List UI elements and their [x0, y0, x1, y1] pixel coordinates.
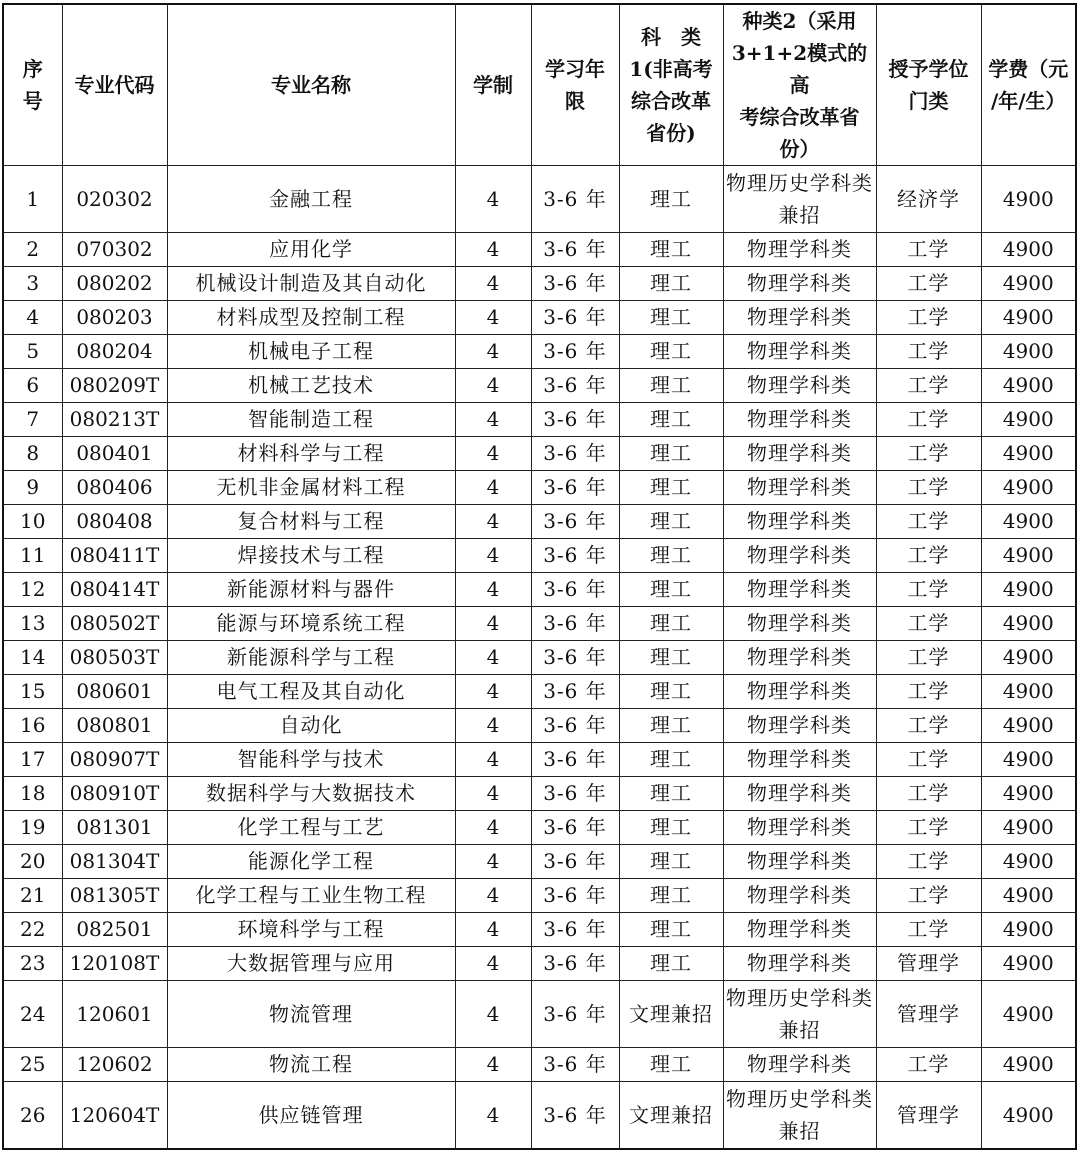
cell-index: 21 [3, 879, 62, 913]
cell-index: 8 [3, 437, 62, 471]
cell-tuition: 4900 [981, 403, 1076, 437]
cell-code: 080910T [62, 777, 167, 811]
cell-duration: 4 [455, 913, 531, 947]
cell-index: 17 [3, 743, 62, 777]
cell-category-1: 理工 [619, 811, 723, 845]
cell-code: 080801 [62, 709, 167, 743]
cell-code: 120604T [62, 1082, 167, 1150]
cell-duration: 4 [455, 369, 531, 403]
cell-study-years: 3-6 年 [531, 947, 619, 981]
cell-index: 24 [3, 981, 62, 1048]
cell-category-2: 物理学科类 [723, 607, 876, 641]
cell-category-2: 物理学科类 [723, 709, 876, 743]
cell-index: 22 [3, 913, 62, 947]
cell-category-1: 理工 [619, 1048, 723, 1082]
cell-category-1: 理工 [619, 471, 723, 505]
cell-name: 机械设计制造及其自动化 [167, 267, 455, 301]
cell-study-years: 3-6 年 [531, 369, 619, 403]
cell-study-years: 3-6 年 [531, 641, 619, 675]
cell-duration: 4 [455, 335, 531, 369]
cell-category-1: 理工 [619, 166, 723, 233]
header-code: 专业代码 [62, 4, 167, 166]
cell-category-1: 理工 [619, 879, 723, 913]
cell-degree: 工学 [876, 913, 981, 947]
cell-degree: 工学 [876, 539, 981, 573]
table-row [3, 1082, 1076, 1150]
cell-name: 数据科学与大数据技术 [167, 777, 455, 811]
cell-duration: 4 [455, 539, 531, 573]
cell-category-2: 物理学科类 [723, 335, 876, 369]
cell-name: 新能源科学与工程 [167, 641, 455, 675]
cell-name: 大数据管理与应用 [167, 947, 455, 981]
table-row [3, 166, 1076, 233]
cell-category-1: 理工 [619, 505, 723, 539]
cell-tuition: 4900 [981, 641, 1076, 675]
cell-name: 金融工程 [167, 166, 455, 233]
cell-code: 081305T [62, 879, 167, 913]
cell-category-2: 物理学科类 [723, 913, 876, 947]
cell-study-years: 3-6 年 [531, 709, 619, 743]
cell-code: 080907T [62, 743, 167, 777]
table-row [3, 233, 1076, 267]
cell-category-2: 物理学科类 [723, 471, 876, 505]
cell-duration: 4 [455, 166, 531, 233]
cell-index: 7 [3, 403, 62, 437]
cell-category-2: 物理学科类 [723, 301, 876, 335]
table-row [3, 947, 1076, 981]
cell-code: 080503T [62, 641, 167, 675]
cell-index: 11 [3, 539, 62, 573]
cell-study-years: 3-6 年 [531, 437, 619, 471]
cell-code: 020302 [62, 166, 167, 233]
cell-name: 智能科学与技术 [167, 743, 455, 777]
header-name: 专业名称 [167, 4, 455, 166]
cell-name: 复合材料与工程 [167, 505, 455, 539]
cell-category-2: 物理学科类 [723, 1048, 876, 1082]
cell-category-1: 理工 [619, 403, 723, 437]
cell-category-1: 理工 [619, 539, 723, 573]
cell-study-years: 3-6 年 [531, 233, 619, 267]
cell-name: 自动化 [167, 709, 455, 743]
cell-category-2: 物理学科类 [723, 879, 876, 913]
cell-name: 环境科学与工程 [167, 913, 455, 947]
table-row [3, 369, 1076, 403]
cell-tuition: 4900 [981, 913, 1076, 947]
cell-name: 能源与环境系统工程 [167, 607, 455, 641]
cell-tuition: 4900 [981, 947, 1076, 981]
cell-name: 电气工程及其自动化 [167, 675, 455, 709]
table-row [3, 471, 1076, 505]
cell-degree: 工学 [876, 301, 981, 335]
cell-code: 082501 [62, 913, 167, 947]
cell-category-1: 理工 [619, 743, 723, 777]
cell-study-years: 3-6 年 [531, 267, 619, 301]
cell-degree: 工学 [876, 709, 981, 743]
cell-category-2: 物理学科类 [723, 675, 876, 709]
cell-study-years: 3-6 年 [531, 403, 619, 437]
cell-degree: 工学 [876, 607, 981, 641]
cell-study-years: 3-6 年 [531, 811, 619, 845]
cell-category-2: 物理历史学科类兼招 [723, 981, 876, 1048]
cell-name: 化学工程与工业生物工程 [167, 879, 455, 913]
cell-study-years: 3-6 年 [531, 777, 619, 811]
cell-study-years: 3-6 年 [531, 539, 619, 573]
cell-category-1: 理工 [619, 267, 723, 301]
cell-tuition: 4900 [981, 437, 1076, 471]
cell-category-2: 物理历史学科类兼招 [723, 1082, 876, 1150]
cell-code: 080414T [62, 573, 167, 607]
cell-degree: 工学 [876, 573, 981, 607]
cell-code: 080202 [62, 267, 167, 301]
cell-name: 材料科学与工程 [167, 437, 455, 471]
cell-name: 供应链管理 [167, 1082, 455, 1150]
cell-duration: 4 [455, 607, 531, 641]
cell-study-years: 3-6 年 [531, 675, 619, 709]
cell-code: 080411T [62, 539, 167, 573]
cell-category-1: 理工 [619, 845, 723, 879]
cell-tuition: 4900 [981, 369, 1076, 403]
cell-index: 13 [3, 607, 62, 641]
table-row [3, 573, 1076, 607]
cell-category-1: 理工 [619, 675, 723, 709]
cell-index: 20 [3, 845, 62, 879]
cell-category-1: 理工 [619, 335, 723, 369]
cell-duration: 4 [455, 1082, 531, 1150]
cell-category-1: 理工 [619, 437, 723, 471]
cell-category-2: 物理学科类 [723, 777, 876, 811]
table-row [3, 301, 1076, 335]
cell-duration: 4 [455, 505, 531, 539]
table-row [3, 335, 1076, 369]
cell-code: 120108T [62, 947, 167, 981]
cell-duration: 4 [455, 743, 531, 777]
header-duration: 学制 [455, 4, 531, 166]
cell-degree: 工学 [876, 811, 981, 845]
cell-duration: 4 [455, 879, 531, 913]
cell-category-2: 物理学科类 [723, 505, 876, 539]
table-body [3, 166, 1076, 1150]
cell-tuition: 4900 [981, 743, 1076, 777]
cell-category-1: 理工 [619, 607, 723, 641]
cell-code: 080209T [62, 369, 167, 403]
cell-index: 25 [3, 1048, 62, 1082]
cell-degree: 工学 [876, 471, 981, 505]
cell-tuition: 4900 [981, 573, 1076, 607]
table-row [3, 641, 1076, 675]
cell-category-2: 物理学科类 [723, 369, 876, 403]
cell-code: 080204 [62, 335, 167, 369]
cell-category-1: 理工 [619, 641, 723, 675]
cell-tuition: 4900 [981, 335, 1076, 369]
cell-index: 4 [3, 301, 62, 335]
cell-index: 23 [3, 947, 62, 981]
cell-degree: 工学 [876, 505, 981, 539]
cell-code: 081304T [62, 845, 167, 879]
cell-duration: 4 [455, 403, 531, 437]
cell-name: 智能制造工程 [167, 403, 455, 437]
cell-duration: 4 [455, 641, 531, 675]
cell-name: 新能源材料与器件 [167, 573, 455, 607]
cell-tuition: 4900 [981, 845, 1076, 879]
cell-index: 9 [3, 471, 62, 505]
cell-category-2: 物理历史学科类兼招 [723, 166, 876, 233]
cell-name: 材料成型及控制工程 [167, 301, 455, 335]
header-index: 序 号 [3, 4, 62, 166]
cell-category-1: 文理兼招 [619, 1082, 723, 1150]
program-table [2, 3, 1077, 1150]
header-category-2: 种类2（采用 3+1+2模式的高 考综合改革省 份） [723, 4, 876, 166]
header-category-1: 科 类 1(非高考 综合改革 省份) [619, 4, 723, 166]
cell-degree: 工学 [876, 675, 981, 709]
table-row [3, 777, 1076, 811]
cell-category-1: 理工 [619, 913, 723, 947]
cell-study-years: 3-6 年 [531, 879, 619, 913]
cell-category-2: 物理学科类 [723, 811, 876, 845]
cell-duration: 4 [455, 437, 531, 471]
cell-study-years: 3-6 年 [531, 981, 619, 1048]
table-row [3, 607, 1076, 641]
cell-index: 19 [3, 811, 62, 845]
cell-name: 焊接技术与工程 [167, 539, 455, 573]
cell-index: 18 [3, 777, 62, 811]
cell-code: 080203 [62, 301, 167, 335]
cell-index: 1 [3, 166, 62, 233]
cell-study-years: 3-6 年 [531, 166, 619, 233]
cell-duration: 4 [455, 709, 531, 743]
cell-category-1: 理工 [619, 301, 723, 335]
cell-study-years: 3-6 年 [531, 607, 619, 641]
cell-study-years: 3-6 年 [531, 335, 619, 369]
cell-degree: 工学 [876, 777, 981, 811]
cell-degree: 工学 [876, 369, 981, 403]
table-row [3, 981, 1076, 1048]
cell-tuition: 4900 [981, 675, 1076, 709]
cell-code: 080406 [62, 471, 167, 505]
cell-degree: 工学 [876, 845, 981, 879]
cell-name: 物流工程 [167, 1048, 455, 1082]
cell-code: 080213T [62, 403, 167, 437]
cell-duration: 4 [455, 471, 531, 505]
cell-tuition: 4900 [981, 505, 1076, 539]
cell-duration: 4 [455, 947, 531, 981]
cell-name: 应用化学 [167, 233, 455, 267]
header-study-years: 学习年 限 [531, 4, 619, 166]
cell-index: 3 [3, 267, 62, 301]
cell-degree: 工学 [876, 1048, 981, 1082]
cell-category-1: 理工 [619, 709, 723, 743]
cell-category-1: 文理兼招 [619, 981, 723, 1048]
cell-tuition: 4900 [981, 233, 1076, 267]
table-row [3, 845, 1076, 879]
cell-study-years: 3-6 年 [531, 505, 619, 539]
cell-index: 6 [3, 369, 62, 403]
cell-study-years: 3-6 年 [531, 913, 619, 947]
cell-duration: 4 [455, 675, 531, 709]
table-row [3, 709, 1076, 743]
cell-duration: 4 [455, 1048, 531, 1082]
cell-name: 化学工程与工艺 [167, 811, 455, 845]
cell-study-years: 3-6 年 [531, 845, 619, 879]
cell-study-years: 3-6 年 [531, 573, 619, 607]
table-row [3, 539, 1076, 573]
cell-tuition: 4900 [981, 267, 1076, 301]
cell-tuition: 4900 [981, 539, 1076, 573]
cell-name: 能源化学工程 [167, 845, 455, 879]
cell-study-years: 3-6 年 [531, 301, 619, 335]
cell-degree: 工学 [876, 437, 981, 471]
table-row [3, 879, 1076, 913]
cell-category-2: 物理学科类 [723, 641, 876, 675]
cell-study-years: 3-6 年 [531, 1048, 619, 1082]
cell-category-1: 理工 [619, 947, 723, 981]
cell-index: 10 [3, 505, 62, 539]
cell-name: 物流管理 [167, 981, 455, 1048]
table-row [3, 403, 1076, 437]
cell-category-2: 物理学科类 [723, 403, 876, 437]
cell-duration: 4 [455, 267, 531, 301]
cell-tuition: 4900 [981, 811, 1076, 845]
cell-tuition: 4900 [981, 879, 1076, 913]
cell-tuition: 4900 [981, 709, 1076, 743]
cell-category-2: 物理学科类 [723, 233, 876, 267]
cell-index: 2 [3, 233, 62, 267]
cell-code: 080601 [62, 675, 167, 709]
program-table-container [2, 3, 1077, 1150]
cell-tuition: 4900 [981, 607, 1076, 641]
cell-category-1: 理工 [619, 573, 723, 607]
cell-duration: 4 [455, 777, 531, 811]
cell-code: 080502T [62, 607, 167, 641]
table-row [3, 743, 1076, 777]
cell-tuition: 4900 [981, 777, 1076, 811]
cell-name: 机械工艺技术 [167, 369, 455, 403]
cell-code: 081301 [62, 811, 167, 845]
cell-index: 26 [3, 1082, 62, 1150]
cell-index: 16 [3, 709, 62, 743]
cell-degree: 工学 [876, 335, 981, 369]
cell-category-2: 物理学科类 [723, 539, 876, 573]
cell-code: 080401 [62, 437, 167, 471]
cell-code: 120601 [62, 981, 167, 1048]
cell-category-2: 物理学科类 [723, 437, 876, 471]
table-row [3, 1048, 1076, 1082]
cell-category-1: 理工 [619, 777, 723, 811]
cell-study-years: 3-6 年 [531, 471, 619, 505]
cell-degree: 管理学 [876, 981, 981, 1048]
table-header [3, 4, 1076, 166]
cell-code: 080408 [62, 505, 167, 539]
cell-category-2: 物理学科类 [723, 573, 876, 607]
cell-degree: 工学 [876, 267, 981, 301]
cell-tuition: 4900 [981, 166, 1076, 233]
cell-category-1: 理工 [619, 233, 723, 267]
cell-name: 机械电子工程 [167, 335, 455, 369]
cell-degree: 工学 [876, 641, 981, 675]
cell-index: 5 [3, 335, 62, 369]
cell-degree: 工学 [876, 233, 981, 267]
cell-index: 15 [3, 675, 62, 709]
cell-degree: 工学 [876, 879, 981, 913]
table-row [3, 811, 1076, 845]
cell-index: 12 [3, 573, 62, 607]
cell-degree: 管理学 [876, 947, 981, 981]
cell-duration: 4 [455, 845, 531, 879]
cell-category-1: 理工 [619, 369, 723, 403]
cell-degree: 经济学 [876, 166, 981, 233]
table-row [3, 505, 1076, 539]
cell-duration: 4 [455, 301, 531, 335]
header-degree: 授予学位 门类 [876, 4, 981, 166]
cell-code: 070302 [62, 233, 167, 267]
cell-duration: 4 [455, 811, 531, 845]
table-row [3, 437, 1076, 471]
cell-tuition: 4900 [981, 301, 1076, 335]
cell-tuition: 4900 [981, 1082, 1076, 1150]
cell-degree: 工学 [876, 743, 981, 777]
cell-name: 无机非金属材料工程 [167, 471, 455, 505]
cell-study-years: 3-6 年 [531, 1082, 619, 1150]
cell-category-2: 物理学科类 [723, 267, 876, 301]
table-row [3, 675, 1076, 709]
cell-category-2: 物理学科类 [723, 845, 876, 879]
header-tuition: 学费（元 /年/生） [981, 4, 1076, 166]
cell-study-years: 3-6 年 [531, 743, 619, 777]
cell-degree: 工学 [876, 403, 981, 437]
cell-index: 14 [3, 641, 62, 675]
cell-category-2: 物理学科类 [723, 743, 876, 777]
cell-tuition: 4900 [981, 471, 1076, 505]
cell-tuition: 4900 [981, 981, 1076, 1048]
table-row [3, 913, 1076, 947]
cell-category-2: 物理学科类 [723, 947, 876, 981]
cell-code: 120602 [62, 1048, 167, 1082]
cell-duration: 4 [455, 573, 531, 607]
table-row [3, 267, 1076, 301]
cell-duration: 4 [455, 233, 531, 267]
cell-tuition: 4900 [981, 1048, 1076, 1082]
cell-duration: 4 [455, 981, 531, 1048]
cell-degree: 管理学 [876, 1082, 981, 1150]
